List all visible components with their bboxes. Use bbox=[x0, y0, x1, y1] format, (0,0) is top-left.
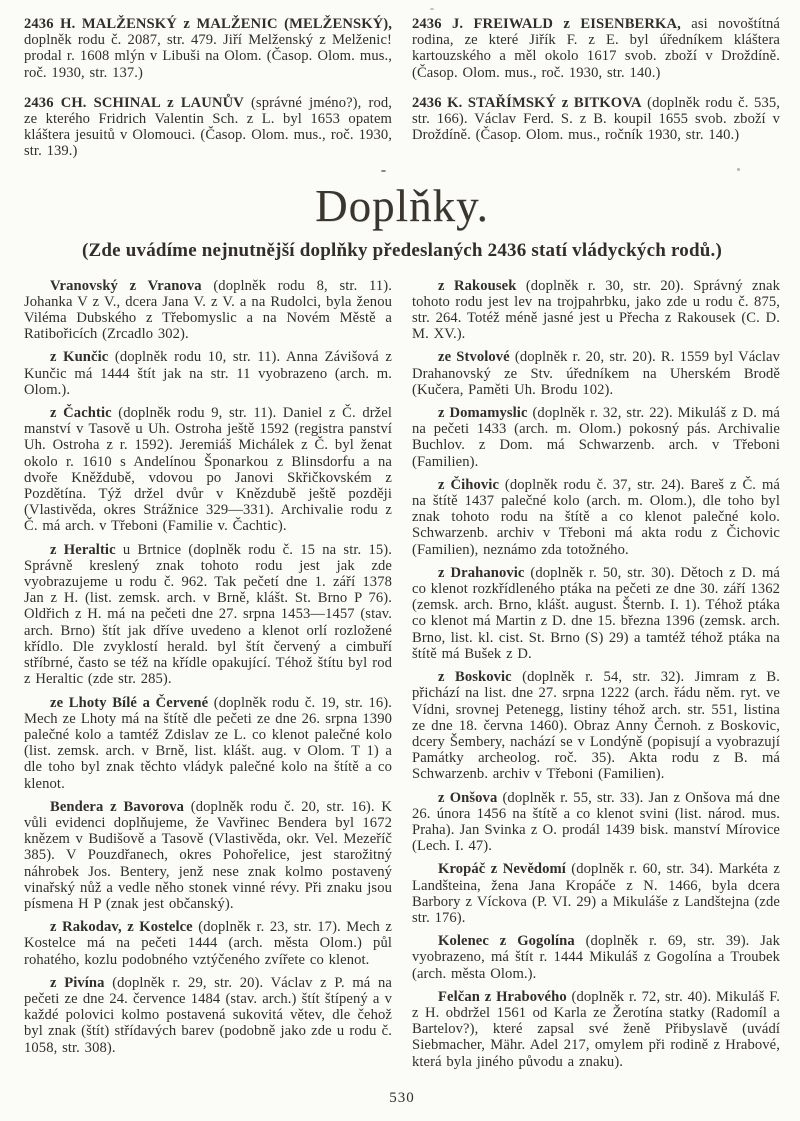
top-right-column bbox=[412, 16, 780, 160]
family-entry-text: (doplněk rodu 10, str. 11). Anna Závišová z Kunčic má 1444 štít jak na str. 11 vyobrazeno (arch. m. Olom.). bbox=[24, 349, 392, 398]
supplements-section bbox=[24, 278, 780, 1077]
family-entry-text: doplněk rodu č. 2087, str. 479. Jiří Melženský z Melženic! prodal r. 1608 mlýn v Libuši na Olom. (Časop. Olom. mus., roč. 1930, str. 137.) bbox=[24, 32, 392, 81]
family-entry bbox=[412, 933, 780, 982]
family-entry bbox=[24, 695, 392, 792]
numbered-family-entry bbox=[24, 95, 392, 160]
family-entry bbox=[24, 799, 392, 912]
family-entry-name: z Čihovic bbox=[438, 476, 500, 493]
family-entry bbox=[412, 477, 780, 558]
numbered-family-entry bbox=[412, 16, 780, 81]
top-left-column bbox=[24, 16, 392, 160]
family-entry bbox=[24, 405, 392, 535]
family-entry-name: z Heraltic bbox=[50, 541, 116, 558]
family-entry-name: Bendera z Bavorova bbox=[50, 798, 185, 815]
scan-speck bbox=[737, 168, 740, 171]
family-entry bbox=[24, 919, 392, 968]
page-number: 530 bbox=[389, 1089, 415, 1106]
family-entry-text: (doplněk r. 20, str. 20). R. 1559 byl Václav Drahanovský ze Stv. úředníkem na Uherském Brodě (Kučera, Paměti Uh. Brodu 102). bbox=[412, 349, 780, 398]
right-column bbox=[412, 278, 780, 1077]
family-entry-name: ze Stvolové bbox=[438, 349, 510, 366]
family-entry-text: (doplněk r. 60, str. 34). Markéta z Landšteina, žena Jana Kropáče z N. 1466, byla dcera Barbory z Víckova (P. VI. 29) a Mikuláše z Landštejna (zde str. 176). bbox=[412, 861, 780, 926]
family-entry bbox=[24, 349, 392, 398]
family-entry-text: (doplněk rodu č. 20, str. 16). K vůli evidenci doplňujeme, že Vavřinec Bendera byl 1672 knězem v Budišově a Tasově (Vlastivěda, okr. Vel. Mezeříč 385). V Pouzdřanech, okres Pohořelice, jest starožitný náhrobek Jos. Bentery, jenž nese znak kolmo postavený vinařský nůž a vedle něho stonek vinné révy. Při znaku jsou písmena H P (znak jest občanský). bbox=[24, 798, 393, 912]
family-entry-text: (doplněk r. 54, str. 32). Jimram z B. přichází na list. dne 27. srpna 1222 (arch. řádu něm. ryt. ve Vídni, srovnej Petenegg, listiny téhož arch. str. 551, listina ze dne 18. června 1460). Obraz Anny Černoh. z Boskovic, dcery Šembery, nachází se v Londýně (popisují a vyobrazují Památky archeolog. roč. 35). Akta rodu z B. má Schwarzenb. archiv v Třeboni (Familien). bbox=[412, 669, 781, 783]
scan-speck bbox=[381, 170, 386, 172]
family-entry-text: (doplněk r. 50, str. 30). Dětoch z D. má co klenot rozkřídleného ptáka na pečeti ze dne 30. září 1362 (zemsk. arch. Brno, klášt. august. Šternb. I. 1). Téhož ptáka co klenot má Martin z D. dne 15. března 1396 (zemsk. arch. Brno, list. kl. cist. St. Brno (S) 29) a tamtéž téhož ptáka na štítě má Bušek z D. bbox=[412, 564, 781, 662]
family-entry-text: (správné jméno?), rod, ze kterého Fridrich Valentin Sch. z L. byl 1653 opatem kláštera jesuitů v Olomouci. (Časop. Olom. mus., roč. 1930, str. 139.) bbox=[24, 94, 392, 160]
numbered-entries-section bbox=[24, 16, 780, 160]
family-entry-text: (doplněk rodu č. 535, str. 166). Václav Ferd. S. z B. koupil 1655 svob. zboží v Droždíně. (Časop. Olom. mus., ročník 1930, str. 140.) bbox=[412, 94, 780, 144]
family-entry bbox=[24, 975, 392, 1056]
family-entry-name: z Boskovic bbox=[438, 669, 512, 686]
family-entry bbox=[412, 989, 780, 1070]
family-entry bbox=[412, 861, 780, 926]
family-entry bbox=[412, 278, 780, 343]
family-entry-text: (doplněk r. 72, str. 40). Mikuláš F. z H. obdržel 1561 od Karla ze Žerotína statky (Radomíl a Bartelov?), které zapsal své ženě Přibyslavě (uvádí Siebmacher, Mähr. Adel 217, omylem při rodině z Hrabové, která byla jiného původu a znaku). bbox=[412, 988, 781, 1070]
family-entry-name: 2436 J. FREIWALD z EISENBERKA, bbox=[412, 16, 681, 32]
family-entry bbox=[412, 349, 780, 398]
family-entry-name: z Pivína bbox=[50, 974, 105, 991]
family-entry-name: 2436 K. STAŘÍMSKÝ z BITKOVA bbox=[412, 94, 642, 111]
family-entry-text: (doplněk r. 30, str. 20). Správný znak tohoto rodu jest lev na trojpahrbku, jako zde u rodu č. 875, str. 264. Totéž méně jasné jest u Přecha z Rakousek (C. D. M. XV.). bbox=[412, 277, 780, 343]
chapter-header bbox=[24, 182, 780, 262]
family-entry-text: (doplněk r. 32, str. 22). Mikuláš z D. má na pečeti 1433 (arch. m. Olom.) pokosný pás. Archivalie Buchlov. z Dom. má Schwarzenb. arch. v Třeboni (Familien). bbox=[412, 405, 780, 470]
family-entry-name: Felčan z Hrabového bbox=[438, 988, 567, 1005]
family-entry-name: ze Lhoty Bílé a Červené bbox=[50, 694, 209, 711]
family-entry bbox=[412, 565, 780, 662]
family-entry-text: asi novoštítná rodina, ze které Jiřík F. z E. byl úředníkem kláštera kartouzského a měl okolo 1617 svob. zboží v Droždíně. (Časop. Olom. mus., roč. 1930, str. 140.) bbox=[412, 16, 780, 81]
numbered-family-entry bbox=[412, 95, 780, 144]
family-entry-name: z Rakousek bbox=[438, 277, 517, 294]
family-entry-text: (doplněk rodu 8, str. 11). Johanka V z V., dcera Jana V. z V. a na Rudolci, byla ženou Viléma Dubského z Třebomyslic a na Novém Městě a Ratibořicích (Zrcadlo 302). bbox=[24, 277, 392, 343]
chapter-title: Doplňky. bbox=[315, 180, 489, 231]
family-entry-text: (doplněk r. 55, str. 33). Jan z Onšova má dne 26. února 1456 na štítě a co klenot svini (list. národ. mus. Praha). Jan Svinka z O. prodál 1439 bisk. manství Mírovice (Lech. I. 47). bbox=[412, 789, 780, 855]
family-entry-name: z Drahanovic bbox=[438, 564, 525, 581]
numbered-family-entry bbox=[24, 16, 392, 81]
family-entry bbox=[412, 405, 780, 470]
family-entry-name: z Čachtic bbox=[50, 405, 112, 422]
family-entry-text: (doplněk r. 23, str. 17). Mech z Kostelce má na pečeti 1444 (arch. města Olom.) půl rohatého, kozlu podobného vztýčeného zvířete co klenot. bbox=[24, 919, 392, 968]
family-entry-name: z Domamyslic bbox=[438, 405, 528, 422]
family-entry bbox=[24, 542, 392, 688]
family-entry bbox=[412, 669, 780, 782]
scan-speck bbox=[430, 8, 434, 10]
family-entry-text: u Brtnice (doplněk rodu č. 15 na str. 15). Správně kreslený znak tohoto rodu jest jak zde vyobrazujeme u rodu č. 962. Tak pečetí dne 1. září 1378 Jan z H. (list. zemsk. arch. v Brně, klášt. St. Brno P 76). Oldřich z H. má na pečeti dne 27. srpna 1453—1457 (stav. arch. Brno) štít jak dříve uvedeno a klenot orlí rozložené křídlo. Dle zvyklostí herald. byl štít červený a cimbuří stříbrné, často se též na křídle opakující. Téhož štítu byl rod z Heraltic (zde str. 285). bbox=[24, 541, 392, 688]
family-entry-name: Kropáč z Nevědomí bbox=[438, 861, 566, 878]
family-entry-name: Kolenec z Gogolína bbox=[438, 933, 575, 950]
family-entry-text: (doplněk rodu č. 19, str. 16). Mech ze Lhoty má na štítě dle pečeti ze dne 26. srpna 1390 palečné kolo a tamtéž Zdislav ze L. co klenot palečné kolo (list. zemsk. arch. v Brně, list. klášt. aug. v Olom. T 1) a dle toho byl znak těchto vládyk palečné kolo na štítě a co klenot. bbox=[24, 694, 392, 792]
family-entry-name: Vranovský z Vranova bbox=[50, 277, 202, 294]
family-entry-text: (doplněk r. 29, str. 20). Václav z P. má na pečeti ze dne 24. července 1484 (stav. arch.) štít štípený a v každé polovici kolmo postavená sukovitá větev, dle čehož byl znak (štít) střídavých barev (podobně jako zde u rodu č. 1058, str. 308). bbox=[24, 974, 392, 1056]
family-entry-text: (doplněk rodu 9, str. 11). Daniel z Č. držel manství v Tasově u Uh. Ostroha ještě 1592 (registra panství Uh. Ostroha z r. 1592). Jeremiáš Michálek z Č. byl ženat okolo r. 1610 s Andelínou Šponarkou z Blinsdorfu a na dvoře Kněždubě, vdovou po Janovi Skřičkovském z Pozdětína. Týž držel dvůr v Knězdubě ještě později (Vlastivěda, okres Strážnice 329—331). Archivalie rodu z Č. má arch. v Třeboni (Familie v. Čachtic). bbox=[24, 405, 392, 535]
left-column bbox=[24, 278, 392, 1077]
family-entry-name: z Kunčic bbox=[50, 349, 109, 366]
family-entry bbox=[412, 790, 780, 855]
family-entry-name: 2436 H. MALŽENSKÝ z MALŽENIC (MELŽENSKÝ), bbox=[24, 16, 392, 32]
chapter-subtitle: (Zde uvádíme nejnutnější doplňky předeslaných 2436 statí vládyckých rodů.) bbox=[82, 239, 722, 261]
family-entry-name: z Onšova bbox=[438, 789, 498, 806]
family-entry-name: z Rakodav, z Kostelce bbox=[50, 919, 193, 936]
page-footer bbox=[24, 1089, 780, 1107]
family-entry-name: 2436 CH. SCHINAL z LAUNŮV bbox=[24, 94, 244, 111]
family-entry-text: (doplněk rodu č. 37, str. 24). Bareš z Č. má na štítě 1437 palečné kolo (arch. m. Olom.), dle toho byl znak tohoto rodu na štítě a co klenot palečné kolo. Schwarzenb. archiv v Třeboni má akta rodu z Čichovic (Familien), neznámo zda totožného. bbox=[412, 476, 780, 558]
family-entry-text: (doplněk r. 69, str. 39). Jak vyobrazeno, má štít r. 1444 Mikuláš z Gogolína a Troubek (arch. města Olom.). bbox=[412, 933, 780, 982]
family-entry bbox=[24, 278, 392, 343]
